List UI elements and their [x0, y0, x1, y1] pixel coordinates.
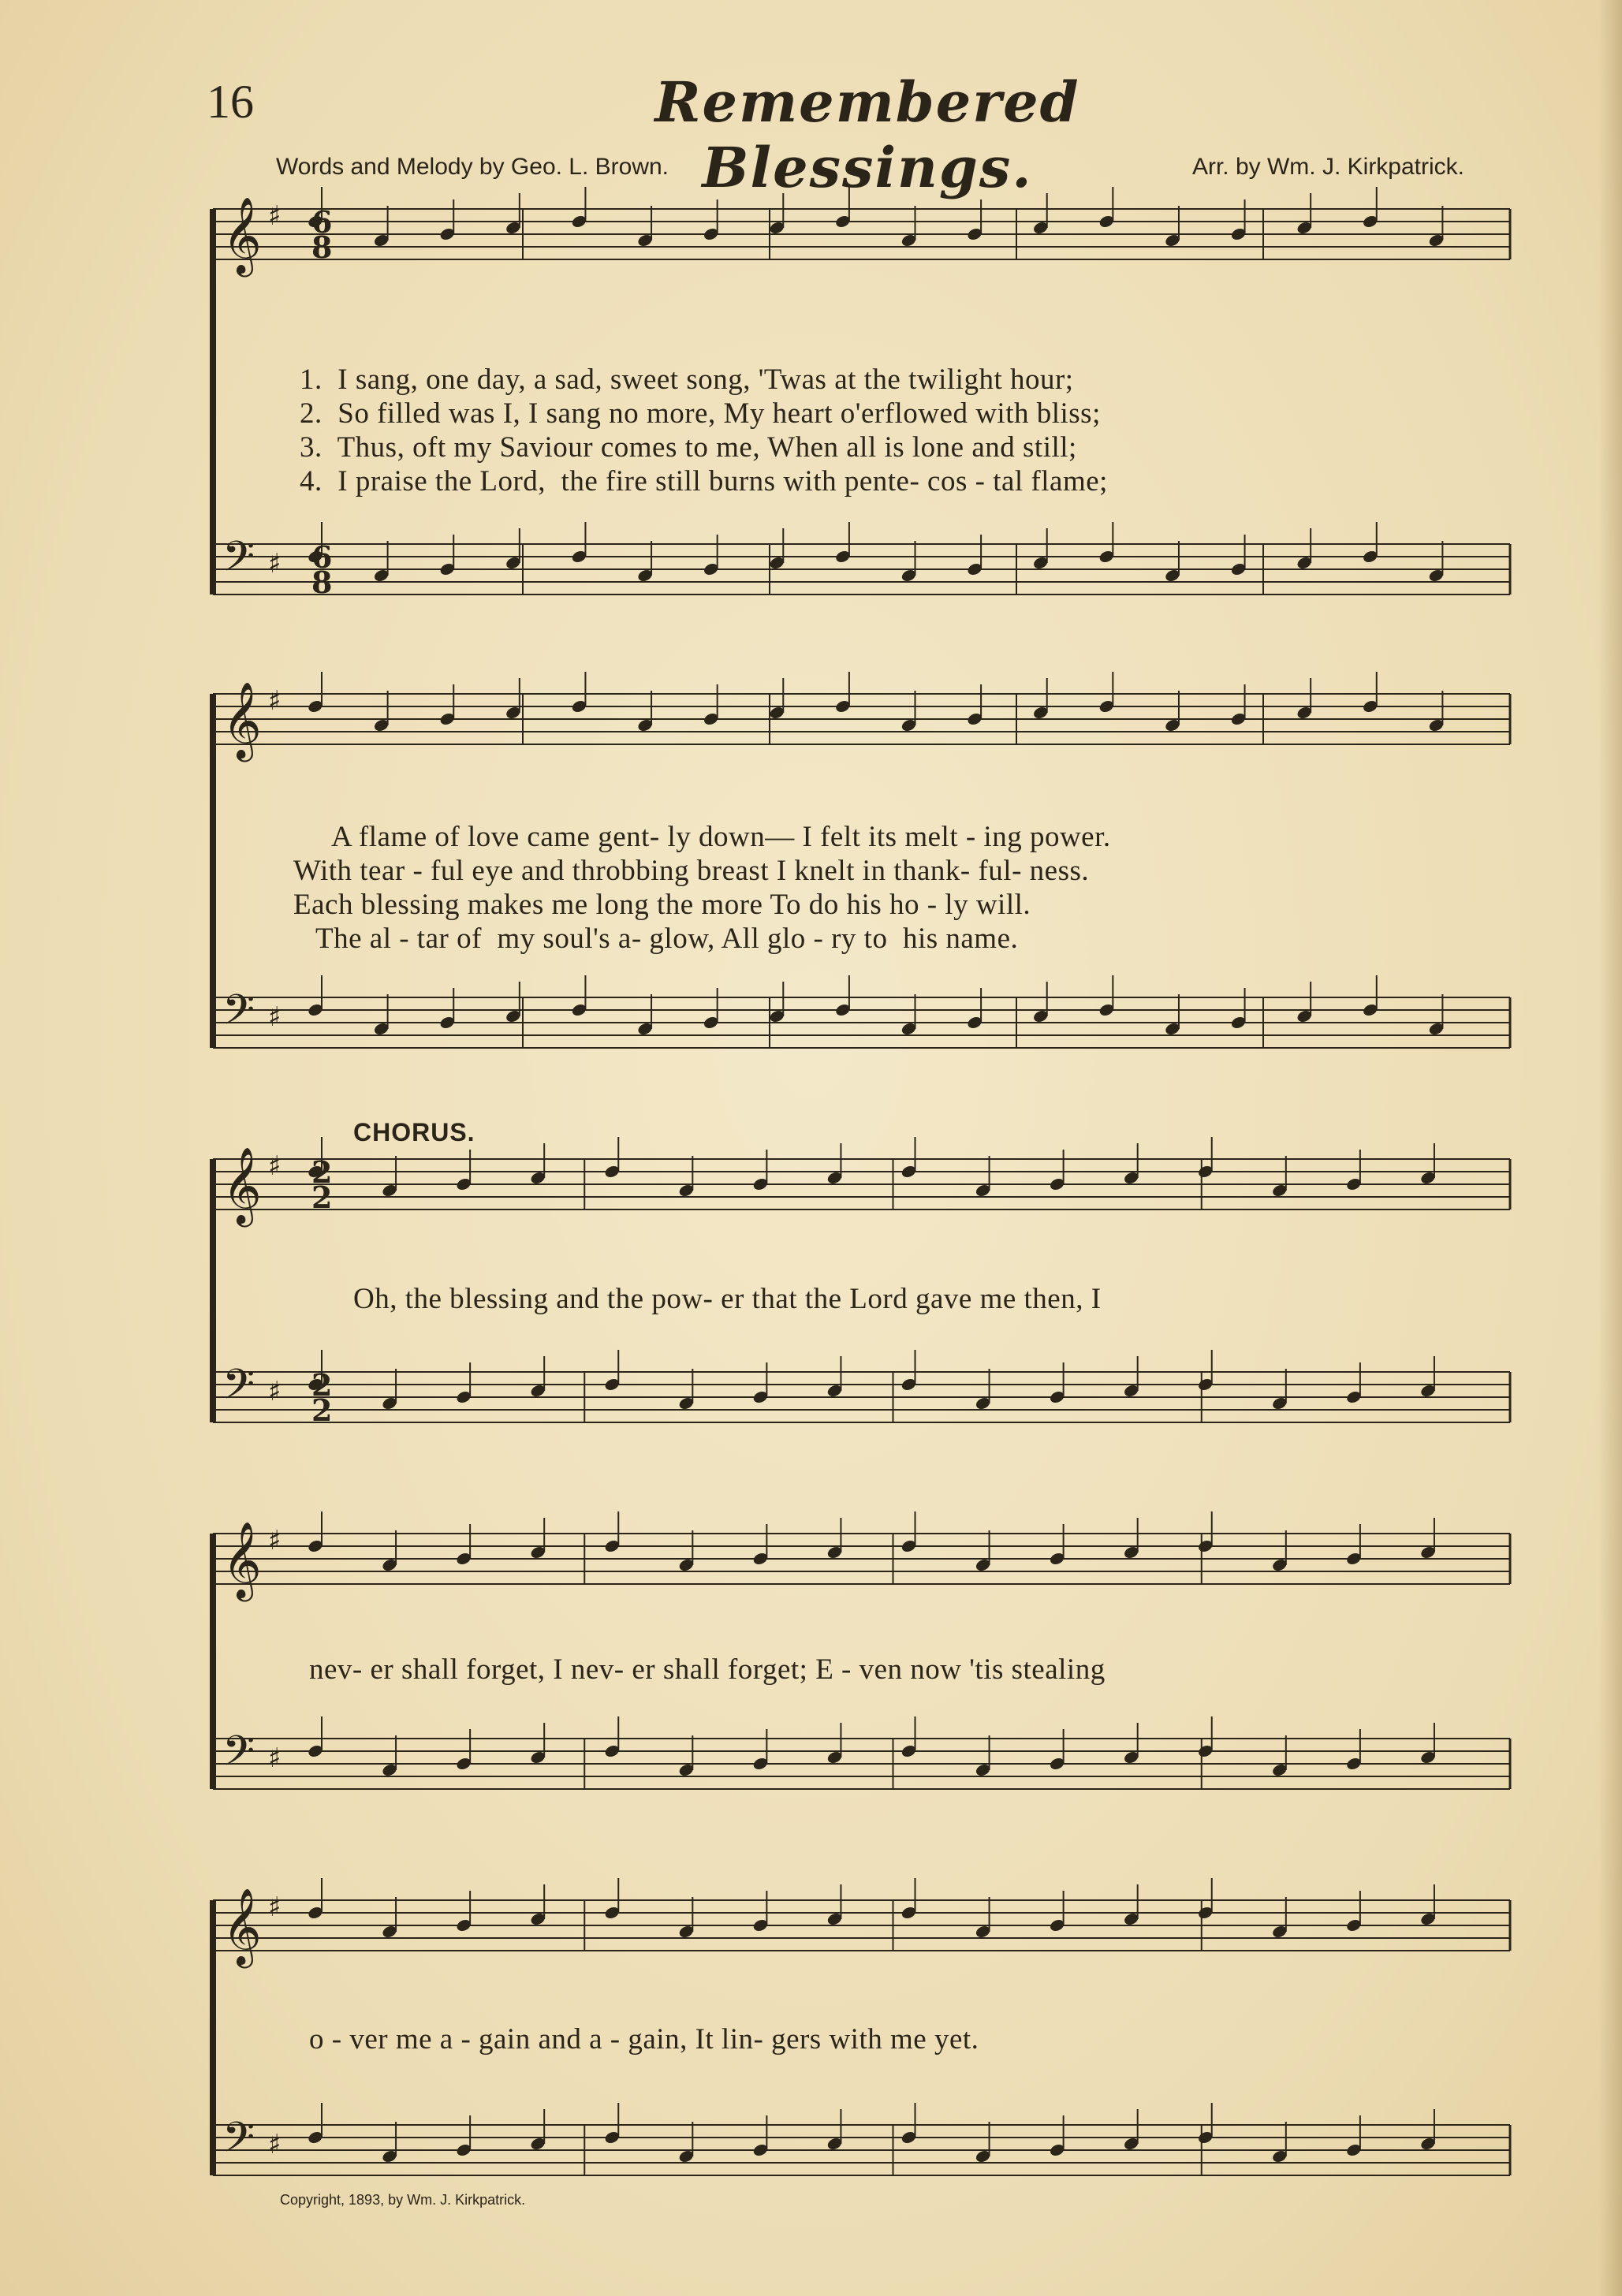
- time-signature-top: 2: [311, 1154, 333, 1190]
- time-signature-bottom: 2: [311, 1392, 333, 1428]
- chorus-line-1: Oh, the blessing and the pow- er that the Lord gave me then, I: [353, 1283, 1102, 1315]
- hymn-title: Remembered Blessings.: [654, 69, 1080, 200]
- time-signature-top: 2: [311, 1367, 333, 1403]
- treble-clef: 𝄞: [222, 681, 262, 758]
- verse-4-line-1: 4. I praise the Lord, the fire still burns with pente- cos - tal flame;: [300, 465, 1108, 498]
- bass-clef: 𝄢: [222, 1728, 255, 1786]
- time-signature-bottom: 2: [311, 1180, 333, 1215]
- verse-1-line-1: 1. I sang, one day, a sad, sweet song, 'Twas at the twilight hour;: [300, 363, 1074, 396]
- time-signature-top: 6: [311, 539, 333, 575]
- key-sharp: ♯: [268, 1150, 282, 1182]
- bass-clef: 𝄢: [222, 2114, 255, 2172]
- page-number: 16: [207, 76, 254, 128]
- key-sharp: ♯: [268, 548, 282, 580]
- time-signature-bottom: 8: [311, 565, 333, 600]
- bass-clef: 𝄢: [222, 533, 255, 591]
- key-sharp: ♯: [268, 685, 282, 717]
- key-sharp: ♯: [268, 200, 282, 232]
- verse-3-line-2: Each blessing makes me long the more To do his ho - ly will.: [293, 889, 1031, 921]
- treble-clef: 𝄞: [222, 196, 262, 274]
- page-edge-shadow: [1598, 0, 1622, 2296]
- key-sharp: ♯: [268, 1001, 282, 1033]
- treble-clef: 𝄞: [222, 1521, 262, 1598]
- verse-3-line-1: 3. Thus, oft my Saviour comes to me, When all is lone and still;: [300, 431, 1077, 464]
- key-sharp: ♯: [268, 1742, 282, 1774]
- chorus-line-3: o - ver me a - gain and a - gain, It lin- gers with me yet.: [309, 2023, 979, 2056]
- key-sharp: ♯: [268, 1525, 282, 1556]
- key-sharp: ♯: [268, 1892, 282, 1923]
- verse-4-line-2: The al - tar of my soul's a- glow, All glo - ry to his name.: [315, 922, 1019, 955]
- treble-clef: 𝄞: [222, 1888, 262, 1965]
- arranger-credit: Arr. by Wm. J. Kirkpatrick.: [1191, 154, 1464, 180]
- chorus-label: CHORUS.: [353, 1118, 475, 1146]
- copyright-notice: Copyright, 1893, by Wm. J. Kirkpatrick.: [280, 2192, 526, 2208]
- treble-clef: 𝄞: [222, 1146, 262, 1224]
- verse-1-line-2: A flame of love came gent- ly down— I felt its melt - ing power.: [331, 821, 1111, 853]
- words-credit: Words and Melody by Geo. L. Brown.: [276, 154, 669, 180]
- bass-clef: 𝄢: [222, 986, 255, 1045]
- chorus-line-2: nev- er shall forget, I nev- er shall forget; E - ven now 'tis stealing: [309, 1653, 1106, 1686]
- key-sharp: ♯: [268, 1376, 282, 1407]
- key-sharp: ♯: [268, 2129, 282, 2160]
- time-signature-top: 6: [311, 204, 333, 240]
- verse-2-line-1: 2. So filled was I, I sang no more, My heart o'erflowed with bliss;: [300, 397, 1101, 430]
- verse-2-line-2: With tear - ful eye and throbbing breast I knelt in thank- ful- ness.: [293, 855, 1090, 887]
- time-signature-bottom: 8: [311, 229, 333, 265]
- bass-clef: 𝄢: [222, 1361, 255, 1419]
